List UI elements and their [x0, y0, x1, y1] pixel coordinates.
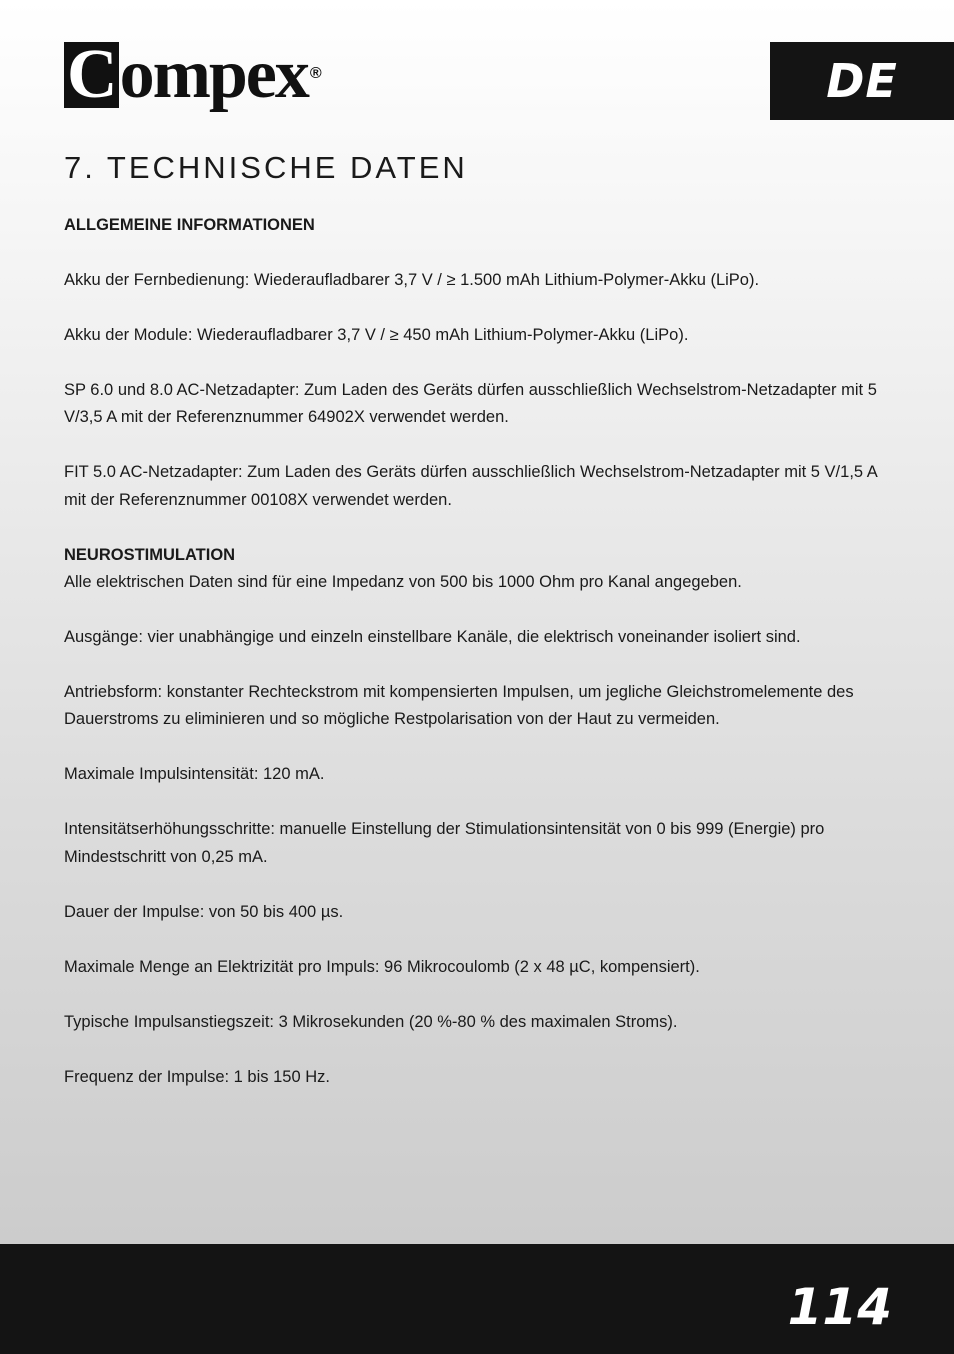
general-paragraph: SP 6.0 und 8.0 AC-Netzadapter: Zum Laden des Geräts dürfen ausschließlich Wechselstrom-Netzadapter mit 5 V/3,5 A mit der Referenznummer 64902X verwendet werden. [64, 380, 877, 426]
neuro-paragraph: Frequenz der Impulse: 1 bis 150 Hz. [64, 1067, 330, 1086]
neuro-heading: NEUROSTIMULATION [64, 545, 236, 564]
main-content [64, 150, 894, 1091]
neuro-paragraph: Typische Impulsanstiegszeit: 3 Mikrosekunden (20 %-80 % des maximalen Stroms). [64, 1012, 678, 1031]
neuro-paragraph: Maximale Impulsintensität: 120 mA. [64, 765, 325, 783]
general-paragraph: Akku der Module: Wiederaufladbarer 3,7 V / ≥ 450 mAh Lithium-Polymer-Akku (LiPo). [64, 325, 689, 344]
neuro-paragraph: Intensitätserhöhungsschritte: manuelle Einstellung der Stimulationsintensität von 0 bis 999 (Energie) pro Mindestschritt von 0,25 mA. [64, 820, 825, 866]
logo-initial: C [64, 42, 119, 108]
neuro-paragraph: Ausgänge: vier unabhängige und einzeln einstellbare Kanäle, die elektrisch voneinander isoliert sind. [64, 627, 801, 646]
footer-bar [0, 1244, 954, 1354]
language-label: DE [826, 54, 898, 108]
neuro-paragraph: Dauer der Impulse: von 50 bis 400 µs. [64, 902, 344, 921]
general-paragraph: Akku der Fernbedienung: Wiederaufladbarer 3,7 V / ≥ 1.500 mAh Lithium-Polymer-Akku (LiPo). [64, 270, 760, 289]
general-paragraph: FIT 5.0 AC-Netzadapter: Zum Laden des Geräts dürfen ausschließlich Wechselstrom-Netzadapter mit 5 V/1,5 A mit der Referenznummer 00108X verwendet werden. [64, 463, 877, 509]
section-title: 7. TECHNISCHE DATEN [64, 150, 468, 185]
general-heading: ALLGEMEINE INFORMATIONEN [64, 216, 315, 234]
compex-logo [64, 36, 322, 113]
neuro-intro: Alle elektrischen Daten sind für eine Impedanz von 500 bis 1000 Ohm pro Kanal angegeben. [64, 572, 742, 591]
page-number: 114 [787, 1278, 892, 1336]
neuro-paragraph: Antriebsform: konstanter Rechteckstrom mit kompensierten Impulsen, um jegliche Gleichstromelemente des Dauerstroms zu eliminieren und so mögliche Restpolarisation von der Haut zu vermeiden. [64, 682, 854, 728]
neuro-paragraph: Maximale Menge an Elektrizität pro Impuls: 96 Mikrocoulomb (2 x 48 µC, kompensiert). [64, 957, 700, 976]
registered-mark: ® [309, 65, 322, 82]
logo-text: ompex [119, 36, 308, 113]
language-badge [770, 42, 954, 120]
